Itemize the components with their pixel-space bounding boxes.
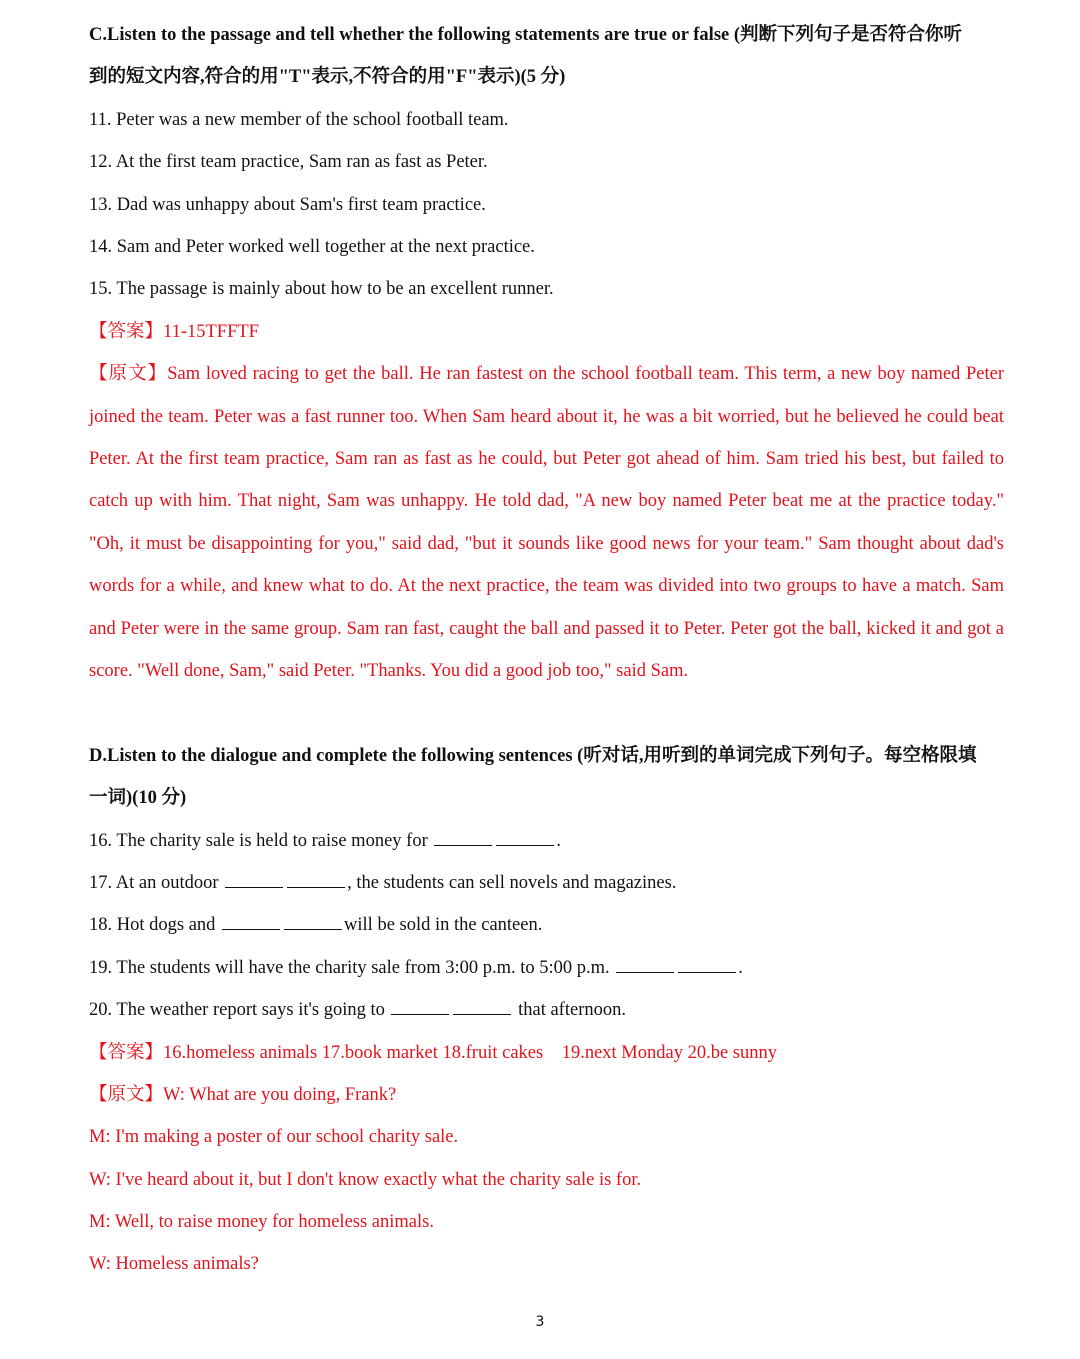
sentence-text-end: will be sold in the canteen. xyxy=(344,915,543,936)
section-d-answer: 【答案】16.homeless animals 17.book market 18.fruit cakes 19.next Monday 20.be sunny xyxy=(89,1042,777,1063)
sentence-19 xyxy=(89,947,1004,989)
sentence-text: 16. The charity sale is held to raise money for xyxy=(89,830,428,851)
statement-14: 14. Sam and Peter worked well together at the next practice. xyxy=(89,236,535,257)
dialogue-line-3: W: I've heard about it, but I don't know exactly what the charity sale is for. xyxy=(89,1169,642,1190)
section-d-heading-cont: 一词)(10 分) xyxy=(89,788,187,809)
statement-13: 13. Dad was unhappy about Sam's first team practice. xyxy=(89,194,486,215)
answer-blank xyxy=(616,958,674,973)
worksheet-page xyxy=(89,14,1004,1286)
section-c-heading-cont: 到的短文内容,符合的用"T"表示,不符合的用"F"表示)(5 分) xyxy=(89,67,566,88)
page-number: 3 xyxy=(535,1314,545,1330)
section-d-heading: D.Listen to the dialogue and complete the following sentences (听对话,用听到的单词完成下列句子。每空格限填 xyxy=(89,745,977,766)
sentence-17 xyxy=(89,862,1004,904)
statement-11: 11. Peter was a new member of the school football team. xyxy=(89,109,509,130)
statement-12: 12. At the first team practice, Sam ran as fast as Peter. xyxy=(89,152,488,173)
dialogue-line-5: W: Homeless animals? xyxy=(89,1254,259,1275)
section-c-transcript: 【原文】Sam loved racing to get the ball. He ran fastest on the school football team. This term, a new boy named Peter joined the team. Peter was a fast runner too. When Sam heard about it, he was a bit worried, but he believed he could beat Peter. At the first team practice, Sam ran as fast as he could, but Peter got ahead of him. Sam tried his best, but failed to catch up with him. That night, Sam was unhappy. He told dad, "A new boy named Peter beat me at the practice today." "Oh, it must be disappointing for you," said dad, "but it sounds like good news for your team." Sam thought about dad's words for a while, and knew what to do. At the next practice, the team was divided into two groups to have a match. Sam and Peter were in the same group. Sam ran fast, caught the ball and passed it to Peter. Peter got the ball, kicked it and got a score. "Well done, Sam," said Peter. "Thanks. You did a good job too," said Sam. xyxy=(89,364,1004,681)
section-c-heading: C.Listen to the passage and tell whether the following statements are true or false (判断下列句子是否符合你听 xyxy=(89,25,963,45)
answer-blank xyxy=(453,1000,511,1015)
sentence-text-end: that afternoon. xyxy=(513,1000,626,1021)
statement-15: 15. The passage is mainly about how to be an excellent runner. xyxy=(89,279,554,300)
sentence-text: 20. The weather report says it's going to xyxy=(89,1000,385,1021)
dialogue-line-1: 【原文】W: What are you doing, Frank? xyxy=(89,1084,397,1105)
answer-blank xyxy=(391,1000,449,1015)
sentence-16 xyxy=(89,820,1004,862)
sentence-text-end: . xyxy=(556,830,561,851)
section-c-answer: 【答案】11-15TFFTF xyxy=(89,321,259,342)
answer-blank xyxy=(287,873,345,888)
dialogue-line-2: M: I'm making a poster of our school charity sale. xyxy=(89,1127,459,1148)
section-spacer xyxy=(89,692,1004,734)
answer-blank xyxy=(222,915,280,930)
dialogue-line-4: M: Well, to raise money for homeless animals. xyxy=(89,1212,434,1233)
answer-blank xyxy=(284,915,342,930)
sentence-text: 19. The students will have the charity sale from 3:00 p.m. to 5:00 p.m. xyxy=(89,957,610,978)
answer-blank xyxy=(678,958,736,973)
answer-blank xyxy=(496,831,554,846)
sentence-20 xyxy=(89,989,1004,1031)
sentence-text-end: . xyxy=(738,957,743,978)
sentence-18 xyxy=(89,904,1004,946)
answer-blank xyxy=(225,873,283,888)
sentence-text: 18. Hot dogs and xyxy=(89,915,216,936)
sentence-text-end: , the students can sell novels and magazines. xyxy=(347,872,677,893)
sentence-text: 17. At an outdoor xyxy=(89,872,219,893)
answer-blank xyxy=(434,831,492,846)
